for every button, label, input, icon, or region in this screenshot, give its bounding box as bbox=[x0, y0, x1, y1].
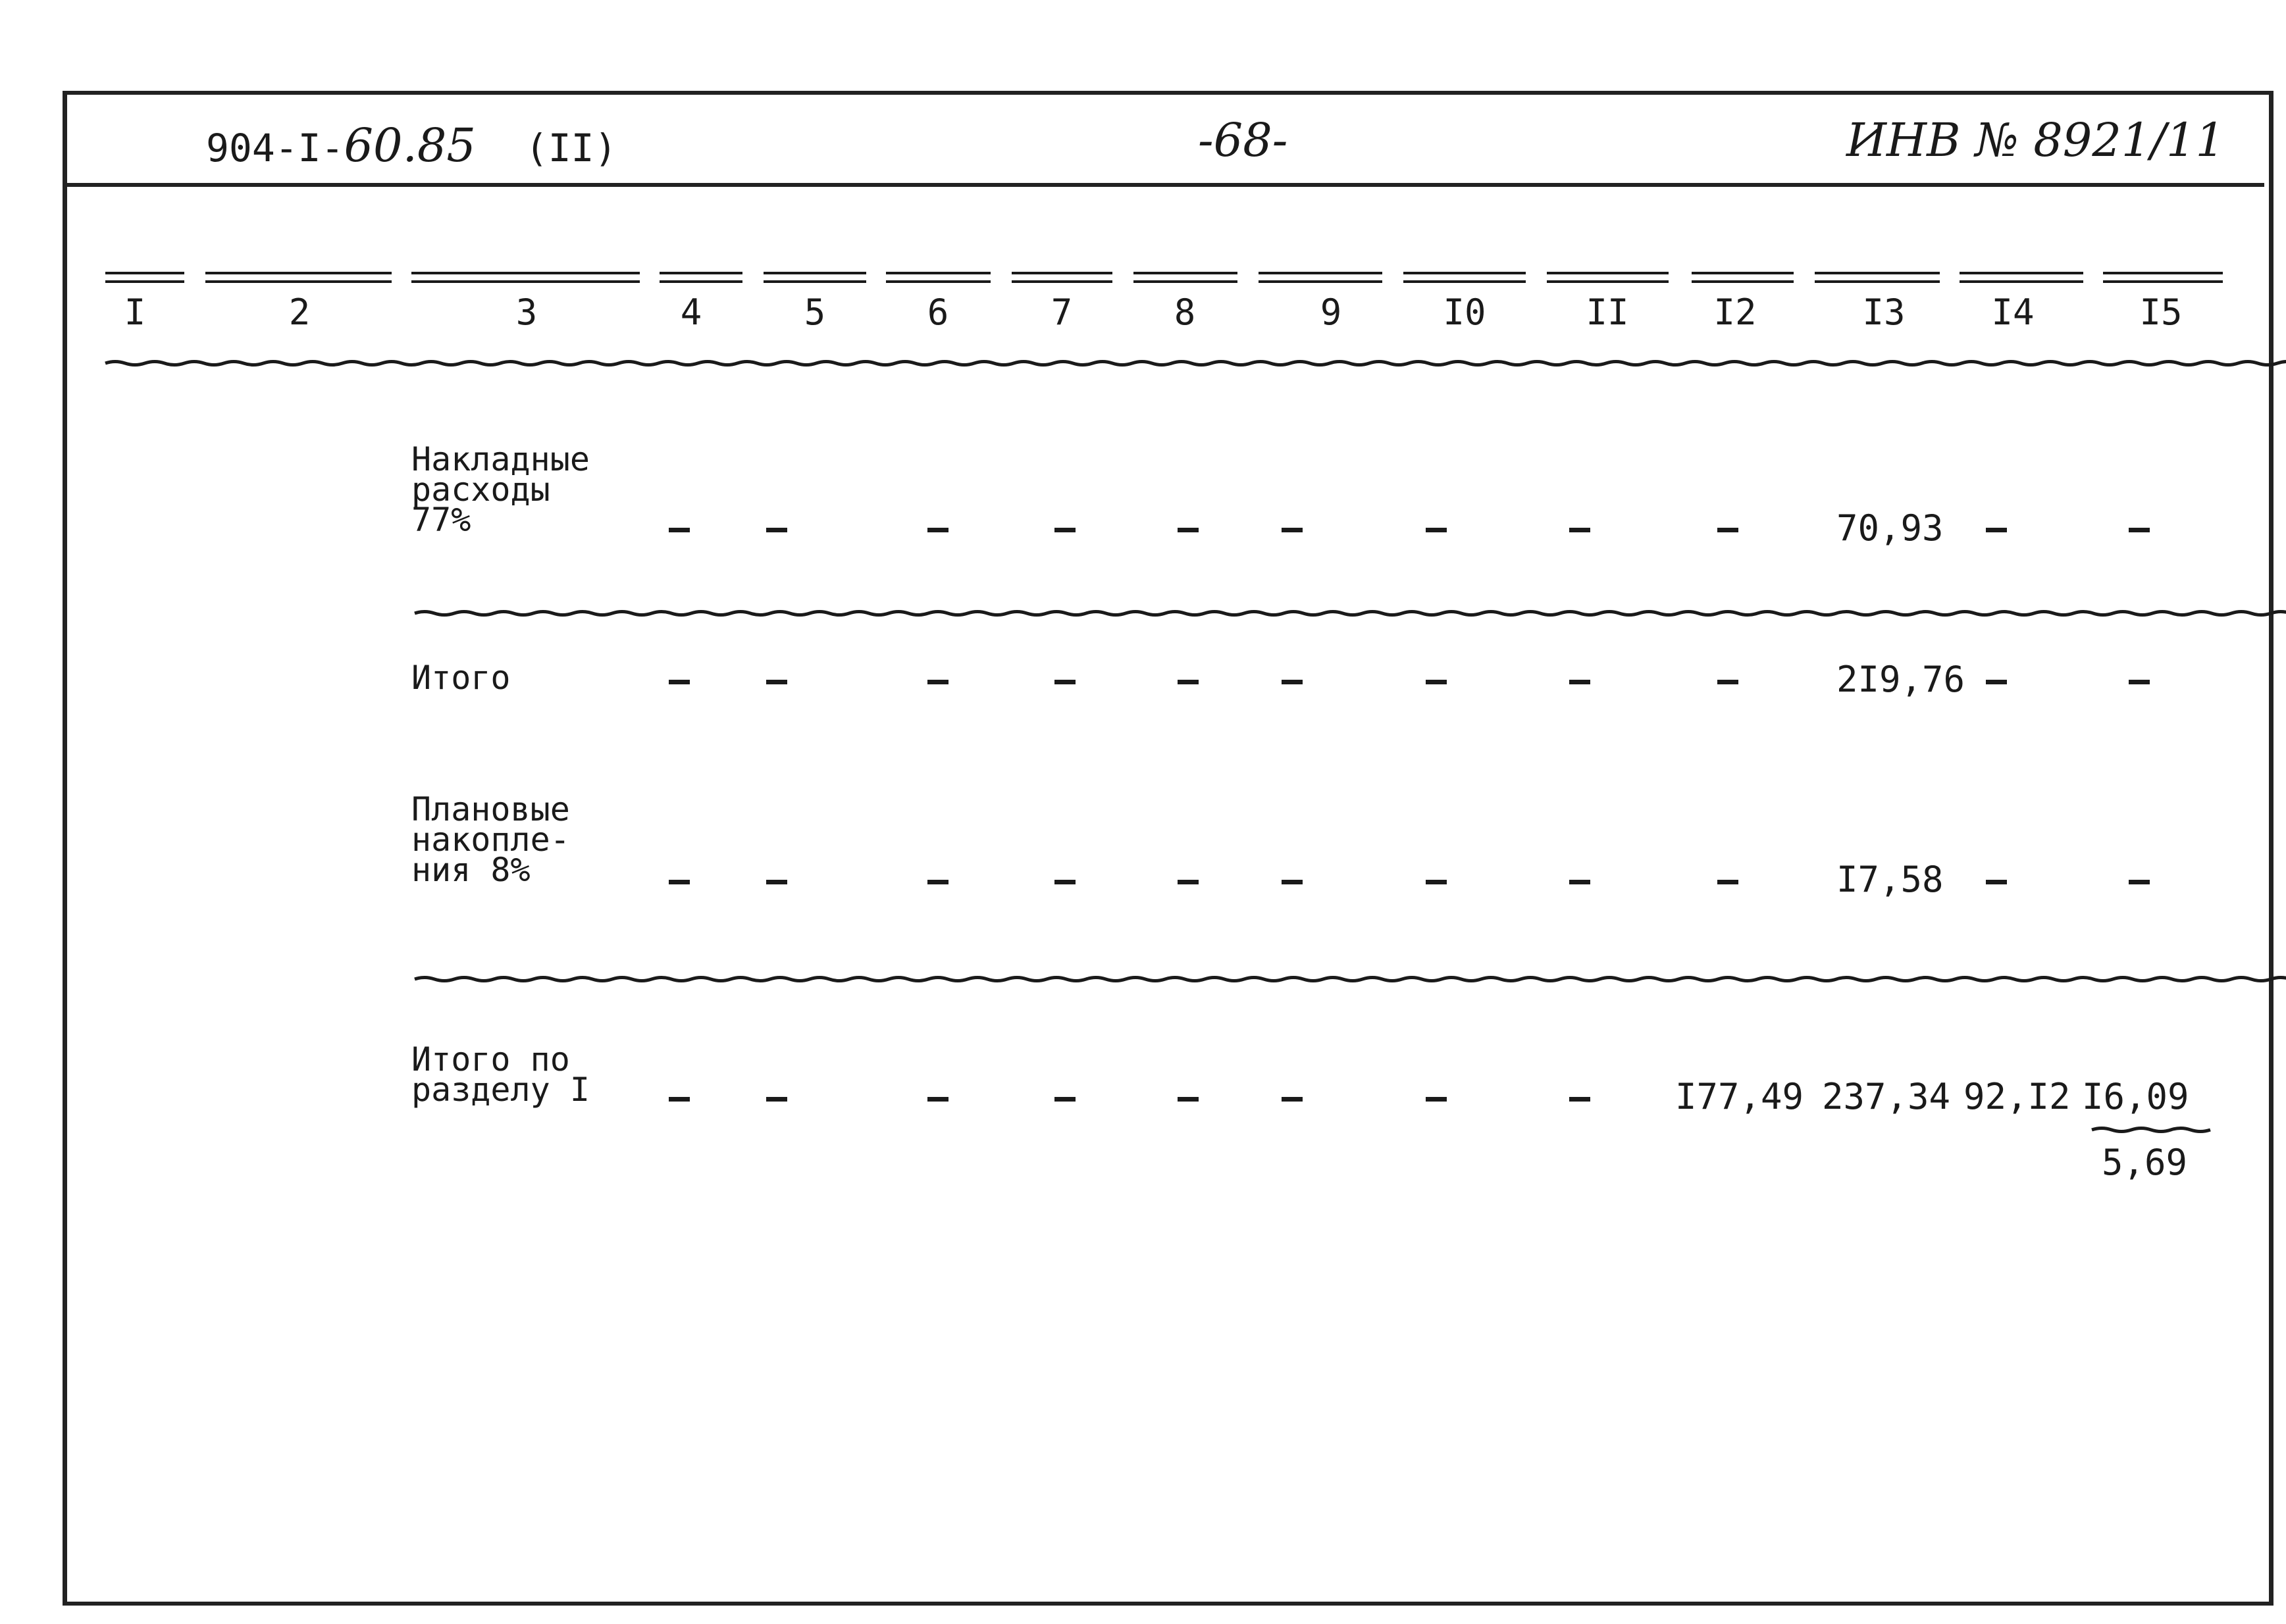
dash-row3-colI5 bbox=[2129, 880, 2150, 884]
row-overhead-col13: 70,93 bbox=[1836, 507, 1944, 549]
dash-row4-colI0 bbox=[1426, 1097, 1447, 1102]
row-planned-col13: I7,58 bbox=[1836, 859, 1944, 900]
dash-row4-col6 bbox=[927, 1097, 948, 1102]
dash-row2-colI0 bbox=[1426, 680, 1447, 684]
dash-row2-col6 bbox=[927, 680, 948, 684]
column-header-double-lines bbox=[105, 273, 2223, 282]
dash-row4-colII bbox=[1569, 1097, 1590, 1102]
dash-row3-colI2 bbox=[1717, 880, 1738, 884]
row-label-total: Итого bbox=[411, 659, 511, 697]
dash-row4-col4 bbox=[669, 1097, 690, 1102]
dash-row4-col9 bbox=[1282, 1097, 1303, 1102]
dash-row4-col5 bbox=[766, 1097, 787, 1102]
dash-row3-colI0 bbox=[1426, 880, 1447, 884]
row-label-overhead: Накладные расходы 77% bbox=[411, 440, 590, 539]
dash-row1-col5 bbox=[766, 528, 787, 532]
dash-row1-col6 bbox=[927, 528, 948, 532]
document-code-suffix: (II) bbox=[525, 126, 617, 170]
dash-row3-col8 bbox=[1178, 880, 1199, 884]
column-number-2: 2 bbox=[288, 292, 311, 333]
dash-row3-col6 bbox=[927, 880, 948, 884]
dash-row4-col7 bbox=[1054, 1097, 1076, 1102]
row-total-col13: 2I9,76 bbox=[1836, 659, 1965, 700]
row-section-col12: I77,49 bbox=[1675, 1076, 1804, 1117]
dash-row2-col9 bbox=[1282, 680, 1303, 684]
dash-row3-col9 bbox=[1282, 880, 1303, 884]
row-section-col15-numerator: I6,09 bbox=[2082, 1076, 2189, 1117]
dash-row1-colI5 bbox=[2129, 528, 2150, 532]
dash-row1-colI0 bbox=[1426, 528, 1447, 532]
column-number-I2: I2 bbox=[1713, 292, 1757, 333]
dash-row1-col9 bbox=[1282, 528, 1303, 532]
column-number-5: 5 bbox=[804, 292, 826, 333]
dash-row3-col4 bbox=[669, 880, 690, 884]
row-label-planned-savings: Плановые накопле- ния 8% bbox=[411, 790, 570, 889]
dash-row1-col8 bbox=[1178, 528, 1199, 532]
dash-row2-col8 bbox=[1178, 680, 1199, 684]
dash-row1-colI2 bbox=[1717, 528, 1738, 532]
column-number-II: II bbox=[1586, 292, 1629, 333]
dash-row2-col5 bbox=[766, 680, 787, 684]
column-number-3: 3 bbox=[515, 292, 538, 333]
page-number: -68- bbox=[1198, 113, 1288, 167]
dash-row1-colI4 bbox=[1986, 528, 2007, 532]
column-number-I5: I5 bbox=[2139, 292, 2183, 333]
row-section-col14: 92,I2 bbox=[1963, 1076, 2071, 1117]
document-code-handwritten: 60.85 bbox=[344, 118, 476, 172]
dash-row2-col7 bbox=[1054, 680, 1076, 684]
dash-row2-colII bbox=[1569, 680, 1590, 684]
dash-row3-colII bbox=[1569, 880, 1590, 884]
document-code-prefix: 904-I- bbox=[206, 126, 344, 170]
column-number-I0: I0 bbox=[1443, 292, 1486, 333]
inventory-number: ИНВ № 8921/11 bbox=[1846, 113, 2225, 167]
column-number-I: I bbox=[124, 292, 146, 333]
dash-row2-colI4 bbox=[1986, 680, 2007, 684]
column-number-I4: I4 bbox=[1991, 292, 2035, 333]
dash-row2-colI5 bbox=[2129, 680, 2150, 684]
column-number-9: 9 bbox=[1320, 292, 1342, 333]
column-number-8: 8 bbox=[1174, 292, 1196, 333]
dash-row2-colI2 bbox=[1717, 680, 1738, 684]
dash-row3-colI4 bbox=[1986, 880, 2007, 884]
dash-row1-colII bbox=[1569, 528, 1590, 532]
column-number-7: 7 bbox=[1051, 292, 1073, 333]
dash-row3-col5 bbox=[766, 880, 787, 884]
column-number-I3: I3 bbox=[1862, 292, 1906, 333]
dash-row1-col7 bbox=[1054, 528, 1076, 532]
row-label-section-total: Итого по разделу I bbox=[411, 1040, 590, 1109]
row-section-col13: 237,34 bbox=[1822, 1076, 1951, 1117]
row-section-col15-denominator: 5,69 bbox=[2102, 1142, 2188, 1183]
dash-row1-col4 bbox=[669, 528, 690, 532]
dash-row4-col8 bbox=[1178, 1097, 1199, 1102]
column-number-6: 6 bbox=[927, 292, 949, 333]
column-number-4: 4 bbox=[680, 292, 702, 333]
dash-row3-col7 bbox=[1054, 880, 1076, 884]
dash-row2-col4 bbox=[669, 680, 690, 684]
